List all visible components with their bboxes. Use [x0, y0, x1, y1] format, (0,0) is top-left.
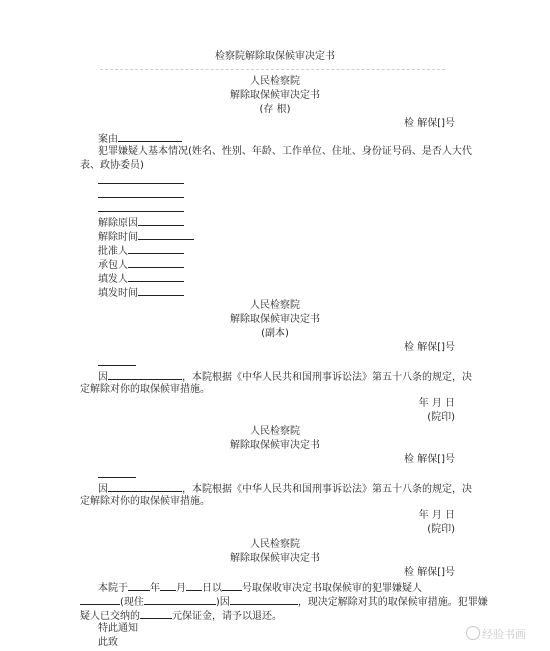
stub-field-blank: [128, 257, 184, 268]
notice-l2-c: ，现决定解除对其的取保候审措施。犯罪嫌: [297, 597, 488, 608]
stub-doc-no: 检 解保[]号: [404, 118, 455, 129]
notice-address-blank: [144, 594, 216, 605]
stub-field-blank: [138, 285, 184, 296]
stub-field-label: 解除时间: [98, 232, 138, 243]
stub-field-row: [98, 243, 184, 258]
copy2-date: 年 月 日: [418, 510, 455, 521]
copy1-recipient-blank: [98, 365, 136, 366]
stub-field-row: [98, 271, 184, 286]
stub-field-blank: [138, 215, 184, 226]
stub-field-blank: [138, 229, 194, 240]
page-title: 检察院解除取保候审决定书: [215, 51, 335, 62]
copy2-doc-no: 检 解保[]号: [404, 454, 455, 465]
watermark: [466, 626, 526, 642]
copy2-body2: 定解除对你的取保候审措施。: [80, 496, 210, 507]
notice-l3-b: 元保证金，请予以退还。: [172, 611, 282, 622]
copy1-body-line1: [98, 369, 472, 384]
copy2-seal: (院印): [427, 524, 455, 535]
stub-info-blank-2: [98, 197, 184, 198]
copy2-recipient-blank: [98, 477, 136, 478]
stub-subtitle: (存 根): [259, 104, 291, 115]
stub-suspect-info: 犯罪嫌疑人基本情况(姓名、性别、年龄、工作单位、住址、身份证号码、是否人大代: [98, 146, 472, 157]
copy2-prefix: 因: [98, 484, 108, 495]
stub-field-blank: [128, 243, 184, 254]
stub-field-label: 填发时间: [98, 288, 138, 299]
notice-line3: [80, 608, 282, 623]
stub-case-label: 案由: [98, 134, 118, 145]
watermark-logo-icon: [466, 626, 480, 640]
notice-amount-blank: [140, 608, 172, 619]
notice-l1-b: 年: [150, 583, 160, 594]
copy1-title: 解除取保候审决定书: [230, 314, 320, 325]
notice-name-blank: [80, 594, 120, 605]
stub-suspect-info-cont: 表、政协委员): [80, 160, 144, 171]
copy1-reason-blank: [108, 369, 182, 380]
watermark-text: 经验书画: [482, 628, 526, 641]
notice-l2-b: )因: [215, 597, 230, 608]
stub-title: 解除取保候审决定书: [230, 90, 320, 101]
copy1-prefix: 因: [98, 372, 108, 383]
copy1-seal: (院印): [427, 412, 455, 423]
notice-l1-c: 月: [176, 583, 186, 594]
copy2-org: 人民检察院: [250, 426, 300, 437]
stub-field-row: [98, 229, 194, 244]
stub-org: 人民检察院: [250, 76, 300, 87]
notice-closing: 此致: [98, 637, 118, 648]
notice-line2: [80, 594, 488, 609]
notice-org: 人民检察院: [250, 539, 300, 550]
copy1-subtitle: (副本): [261, 328, 289, 339]
stub-field-label: 填发人: [98, 274, 128, 285]
stub-field-row: [98, 257, 184, 272]
notice-special: 特此通知: [98, 623, 138, 634]
copy2-body1: ，本院根据《中华人民共和国刑事诉讼法》第五十八条的规定，决: [182, 484, 472, 495]
copy2-title: 解除取保候审决定书: [230, 440, 320, 451]
copy1-body2: 定解除对你的取保候审措施。: [80, 384, 210, 395]
notice-number-blank: [222, 580, 242, 591]
stub-field-label: 批准人: [98, 246, 128, 257]
copy1-body1: ，本院根据《中华人民共和国刑事诉讼法》第五十八条的规定，决: [182, 372, 472, 383]
notice-l1-a: 本院于: [98, 583, 128, 594]
stub-field-blank: [128, 271, 184, 282]
stub-field-row: [98, 215, 184, 230]
notice-title: 解除取保候审决定书: [230, 553, 320, 564]
stub-field-label: 承包人: [98, 260, 128, 271]
copy2-reason-blank: [108, 481, 182, 492]
stub-info-blank-1: [98, 183, 184, 184]
stub-field-row: [98, 285, 184, 300]
notice-doc-no: 检 解保[]号: [404, 567, 455, 578]
stub-case-row: [98, 131, 182, 146]
header-divider: [100, 69, 445, 70]
copy1-date: 年 月 日: [418, 398, 455, 409]
notice-line1: [98, 580, 422, 595]
copy1-org: 人民检察院: [250, 300, 300, 311]
notice-l1-e: 号取保收审决定书取保候审的犯罪嫌疑人: [242, 583, 422, 594]
notice-l3-a: 疑人已交纳的: [80, 611, 140, 622]
copy1-doc-no: 检 解保[]号: [404, 342, 455, 353]
notice-year-blank: [128, 580, 150, 591]
notice-l2-a: (现住: [120, 597, 144, 608]
notice-reason-blank: [230, 594, 298, 605]
notice-day-blank: [186, 580, 202, 591]
stub-info-blank-3: [98, 211, 184, 212]
notice-l1-d: 日以: [202, 583, 222, 594]
notice-month-blank: [160, 580, 176, 591]
copy2-body-line1: [98, 481, 472, 496]
stub-field-label: 解除原因: [98, 218, 138, 229]
stub-case-blank: [118, 131, 182, 142]
